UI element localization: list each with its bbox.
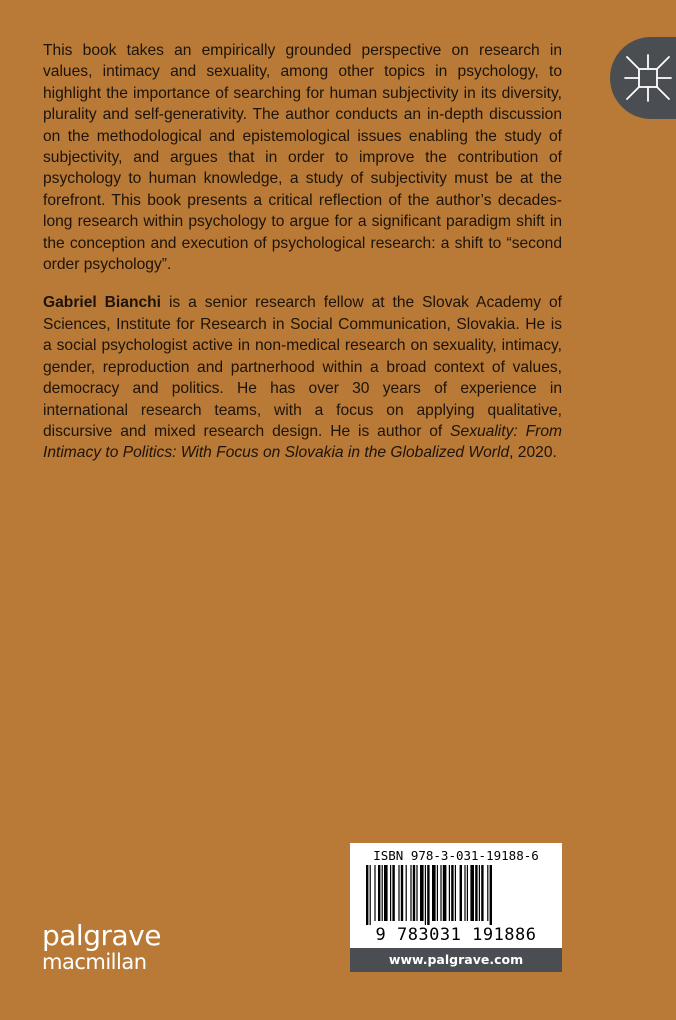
author-bio-paragraph bbox=[43, 292, 562, 463]
author-bio-text: is a senior research fellow at the Slovak Academy of Sciences, Institute for Research in Social Communication, Slovakia. He is a social psychologist active in non-medical research on sexuality, intimacy, gender, reproduction and partnerhood within a broad context of values, democracy and politics. He has over 30 years of experience in international research teams, with a focus on applying qualitative, discursive and mixed research design. He is author of bbox=[43, 294, 562, 440]
author-name: Gabriel Bianchi bbox=[43, 294, 161, 312]
isbn-barcode-block bbox=[350, 843, 562, 972]
publisher-url: www.palgrave.com bbox=[350, 948, 562, 972]
author-book-title: Sexuality: From Intimacy to Politics: With Focus on Slovakia in the Globalized World bbox=[43, 422, 562, 462]
logo-line-macmillan: macmillan bbox=[42, 950, 147, 974]
cover-text bbox=[43, 40, 562, 464]
author-bio-year: , 2020. bbox=[509, 444, 557, 462]
barcode-icon bbox=[366, 865, 546, 925]
barcode-digits: 9 783031 191886 bbox=[375, 925, 537, 945]
blurb-paragraph: This book takes an empirically grounded perspective on research in values, intimacy and sexuality, among other topics in psychology, to highlight the importance of searching for human subjectivity in its diversity, plurality and self-generativity. The author conducts an in-depth discussion on the methodological and epistemological issues enabling the study of subjectivity, and argues that in order to improve the contribution of psychology to human knowledge, a study of subjectivity must be at the forefront. This book presents a critical reflection of the author’s decades-long research within psychology to argue for a significant paradigm shift in the conception and execution of psychological research: a shift to “second order psychology”. bbox=[43, 42, 562, 274]
isbn-label: ISBN 978-3-031-19188-6 bbox=[373, 848, 539, 863]
palgrave-macmillan-logo bbox=[42, 919, 161, 974]
logo-line-palgrave: palgrave bbox=[42, 919, 161, 952]
palgrave-star-icon bbox=[624, 54, 672, 102]
publisher-badge bbox=[610, 37, 676, 119]
